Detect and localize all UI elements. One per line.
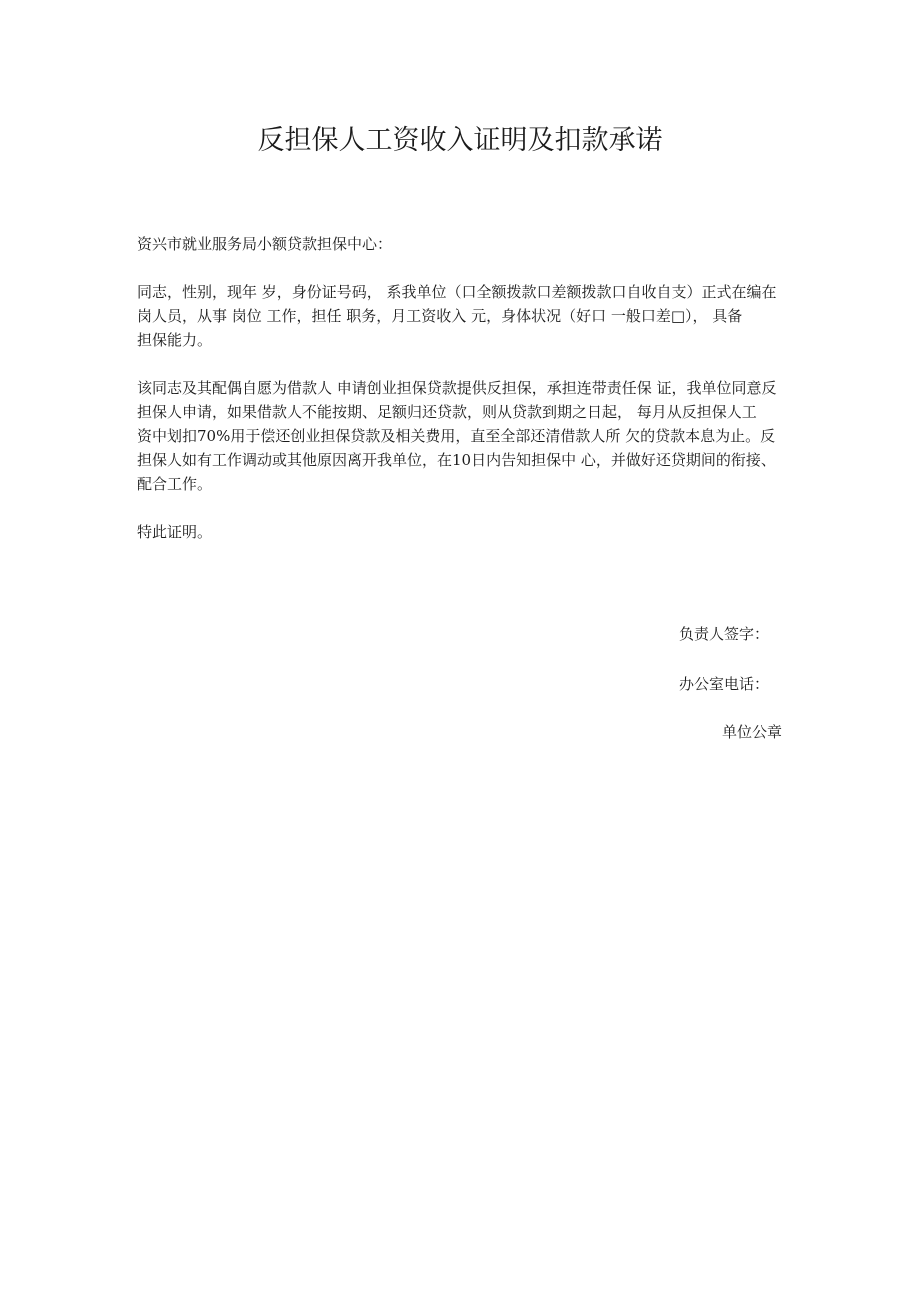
paragraph-line: 配合工作。	[137, 475, 213, 493]
paragraph-line: 担保能力。	[137, 331, 213, 349]
company-seal-label: 单位公章	[722, 723, 783, 741]
document-body	[137, 232, 797, 544]
paragraph-line: 担保人申请，如果借款人不能按期、足额归还贷款，则从贷款到期之日起， 每月从反担保人工	[137, 403, 757, 421]
paragraph-line: 资中划扣70%用于偿还创业担保贷款及相关费用，直至全部还清借款人所 欠的贷款本息为止。反	[137, 427, 776, 445]
office-phone-label: 办公室电话：	[679, 675, 770, 693]
paragraph-employment-info	[137, 280, 797, 352]
paragraph-guarantee-terms	[137, 376, 797, 496]
closing-statement: 特此证明。	[137, 523, 213, 541]
signature-person-label: 负责人签字：	[679, 625, 770, 643]
paragraph-line: 担保人如有工作调动或其他原因离开我单位，在10日内告知担保中 心，并做好还贷期间的衔接、	[137, 451, 776, 469]
paragraph-line: 同志，性别，现年 岁，身份证号码， 系我单位（口全额拨款口差额拨款口自收自支）正式在编在	[137, 283, 777, 301]
addressee: 资兴市就业服务局小额贷款担保中心：	[137, 235, 393, 253]
paragraph-line: 岗人员，从事 岗位 工作，担任 职务，月工资收入 元，身体状况（好口 一般口差□）， 具备	[137, 307, 743, 325]
document-title: 反担保人工资收入证明及扣款承诺	[257, 125, 663, 156]
paragraph-line: 该同志及其配偶自愿为借款人 申请创业担保贷款提供反担保，承担连带责任保 证，我单位同意反	[137, 379, 777, 397]
